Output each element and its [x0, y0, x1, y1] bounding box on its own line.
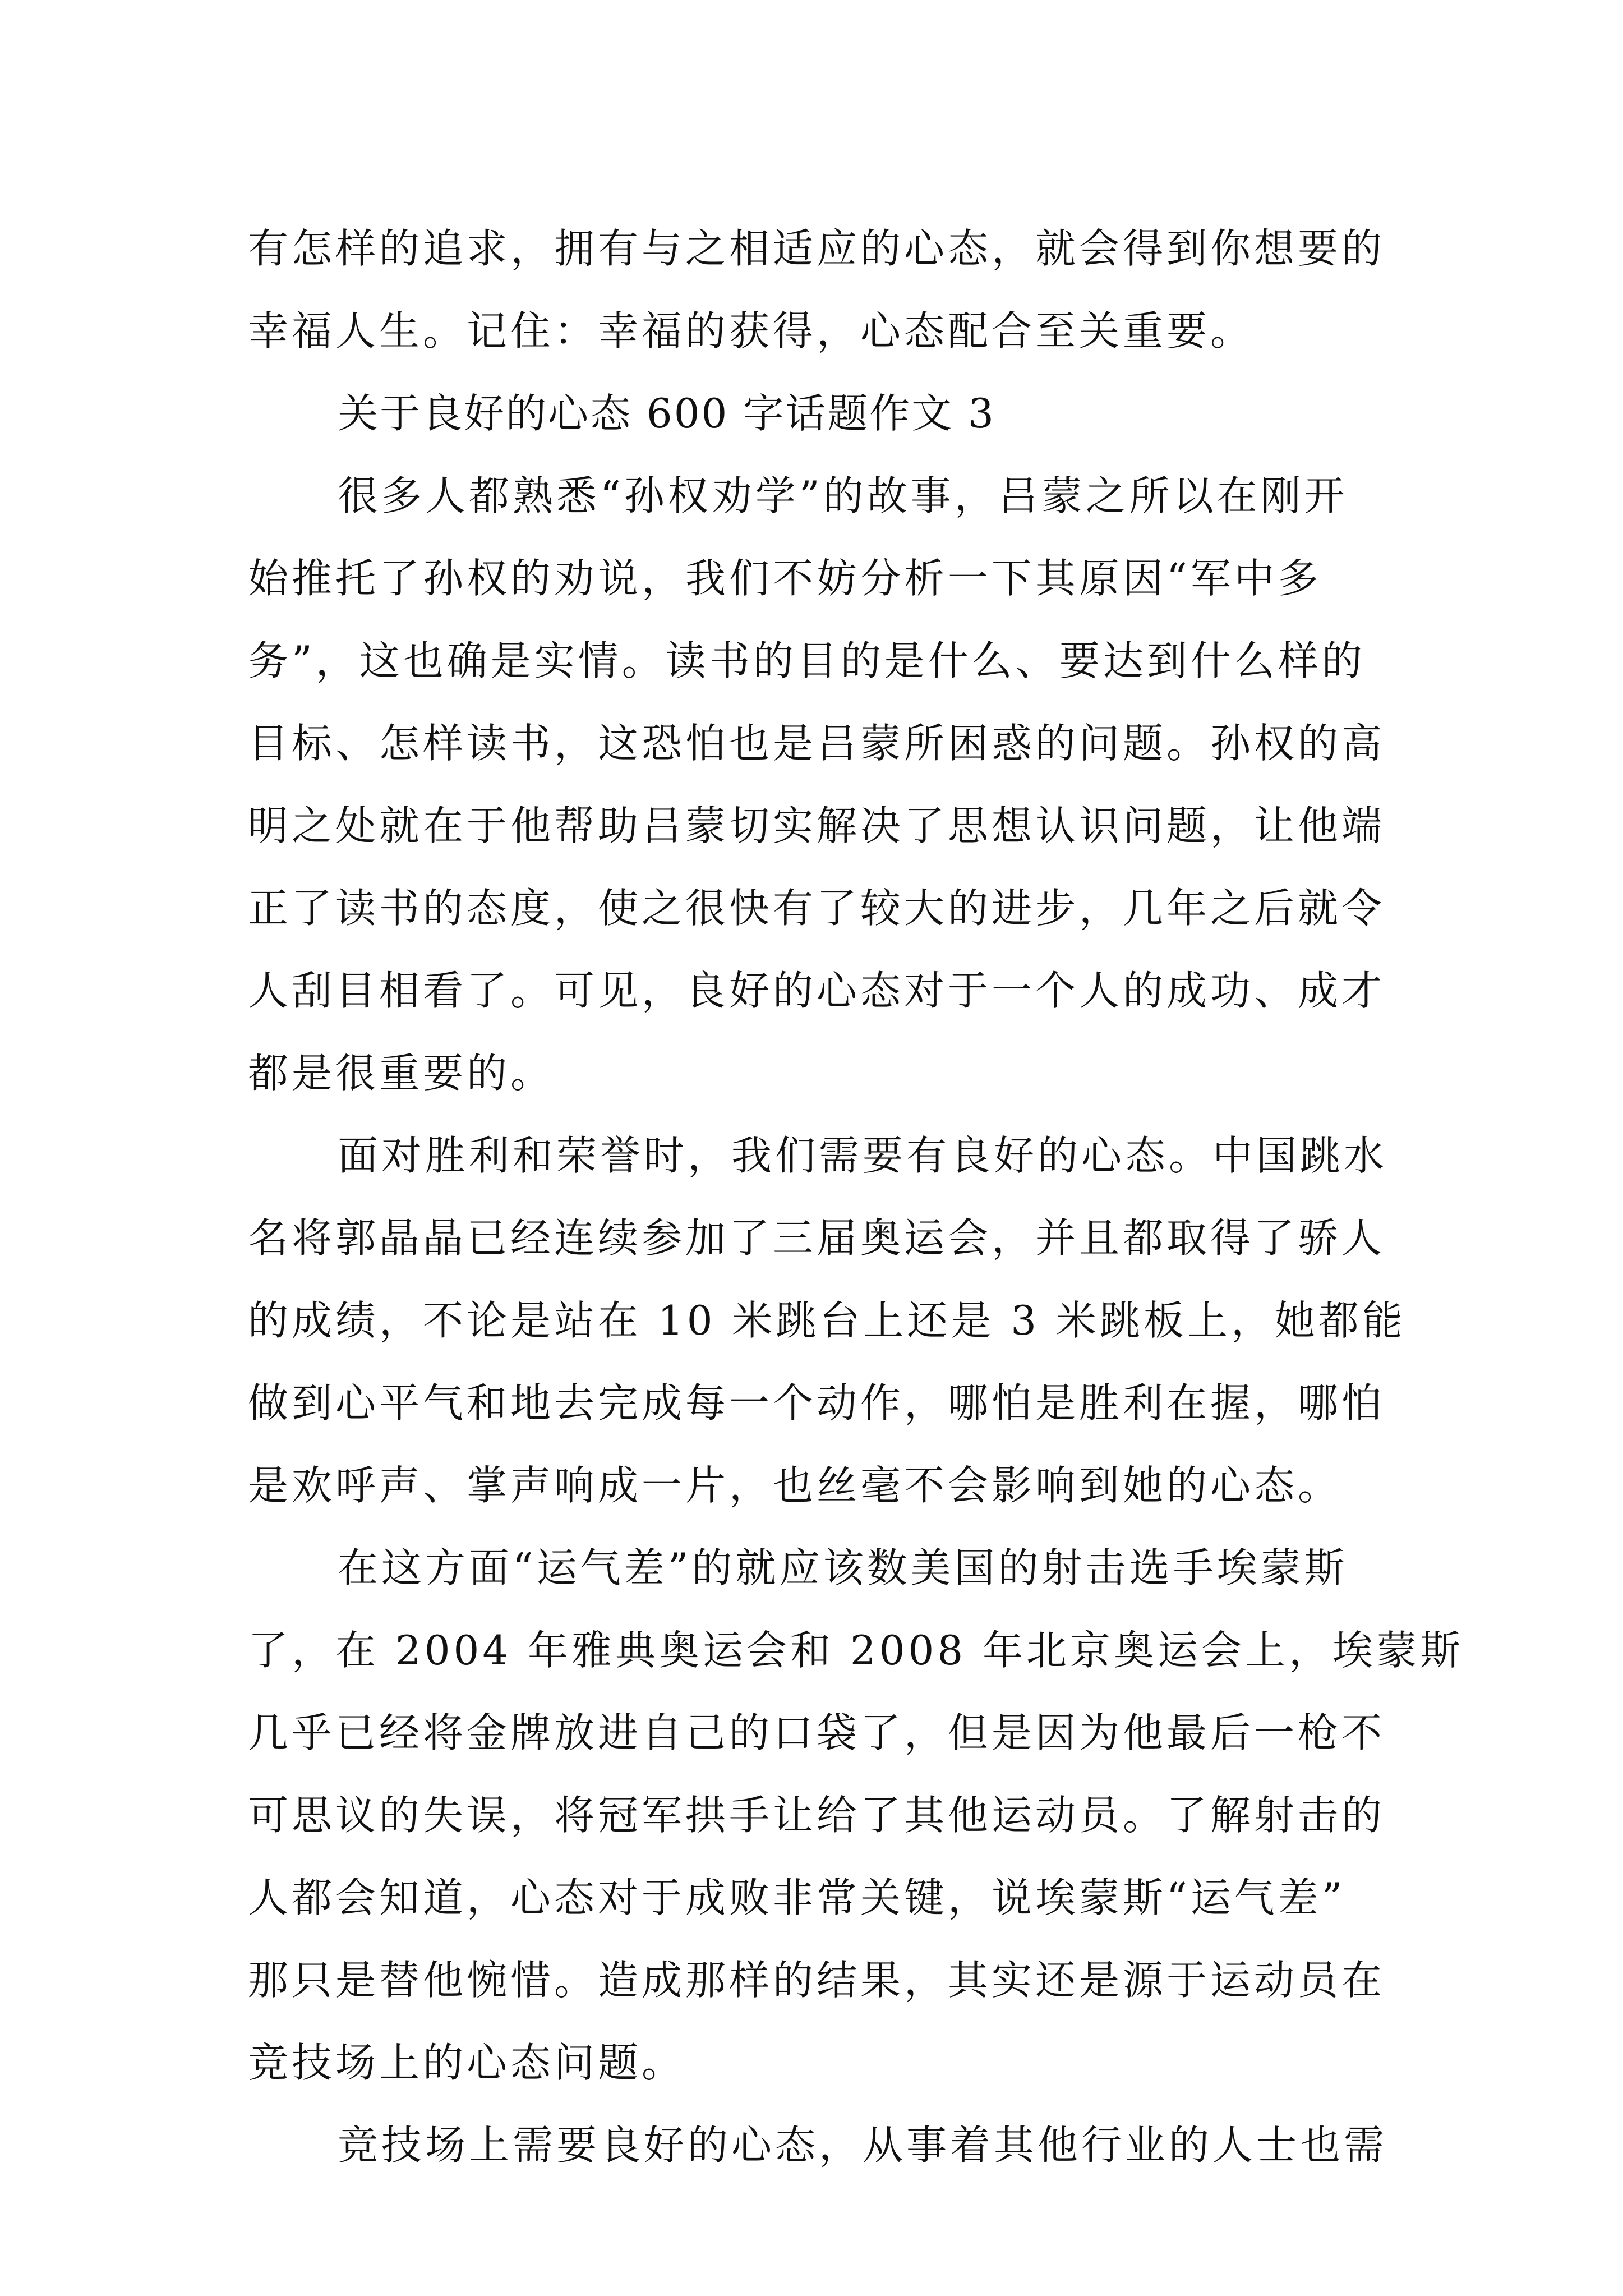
body-text-line: 人刮目相看了。可见，良好的心态对于一个人的成功、成才 — [248, 967, 1386, 1014]
body-text-line: 几乎已经将金牌放进自己的口袋了，但是因为他最后一枪不 — [248, 1709, 1386, 1756]
body-text-line: 的成绩，不论是站在 10 米跳台上还是 3 米跳板上，她都能 — [248, 1297, 1406, 1344]
section-title: 关于良好的心态 600 字话题作文 3 — [338, 390, 995, 437]
body-text-line: 那只是替他惋惜。造成那样的结果，其实还是源于运动员在 — [248, 1957, 1386, 2004]
body-text-line: 目标、怎样读书，这恐怕也是吕蒙所困惑的问题。孙权的高 — [248, 720, 1386, 767]
paragraph-start-line: 竞技场上需要良好的心态，从事着其他行业的人士也需 — [338, 2122, 1388, 2169]
body-text-line: 有怎样的追求，拥有与之相适应的心态，就会得到你想要的 — [248, 225, 1386, 272]
article-body — [248, 208, 1464, 2187]
paragraph-start-line: 面对胜利和荣誉时，我们需要有良好的心态。中国跳水 — [338, 1132, 1388, 1179]
body-text-line: 人都会知道，心态对于成败非常关键，说埃蒙斯“运气差” — [248, 1874, 1346, 1921]
body-text-line: 始推托了孙权的劝说，我们不妨分析一下其原因“军中多 — [248, 555, 1322, 602]
body-text-line: 是欢呼声、掌声响成一片，也丝毫不会影响到她的心态。 — [248, 1462, 1342, 1509]
body-text-line: 明之处就在于他帮助吕蒙切实解决了思想认识问题，让他端 — [248, 802, 1386, 849]
body-text-line: 竞技场上的心态问题。 — [248, 2039, 686, 2086]
body-text-line: 名将郭晶晶已经连续参加了三届奥运会，并且都取得了骄人 — [248, 1214, 1386, 1262]
paragraph-start-line: 在这方面“运气差”的就应该数美国的射击选手埃蒙斯 — [338, 1544, 1348, 1591]
body-text-line: 务”，这也确是实情。读书的目的是什么、要达到什么样的 — [248, 637, 1366, 684]
body-text-line: 幸福人生。记住：幸福的获得，心态配合至关重要。 — [248, 307, 1255, 355]
body-text-line: 了，在 2004 年雅典奥运会和 2008 年北京奥运会上，埃蒙斯 — [248, 1627, 1464, 1674]
body-text-line: 做到心平气和地去完成每一个动作，哪怕是胜利在握，哪怕 — [248, 1379, 1386, 1427]
paragraph-start-line: 很多人都熟悉“孙权劝学”的故事，吕蒙之所以在刚开 — [338, 472, 1348, 519]
body-text-line: 正了读书的态度，使之很快有了较大的进步，几年之后就令 — [248, 885, 1386, 932]
body-text-line: 都是很重要的。 — [248, 1050, 555, 1097]
body-text-line: 可思议的失误，将冠军拱手让给了其他运动员。了解射击的 — [248, 1792, 1386, 1839]
